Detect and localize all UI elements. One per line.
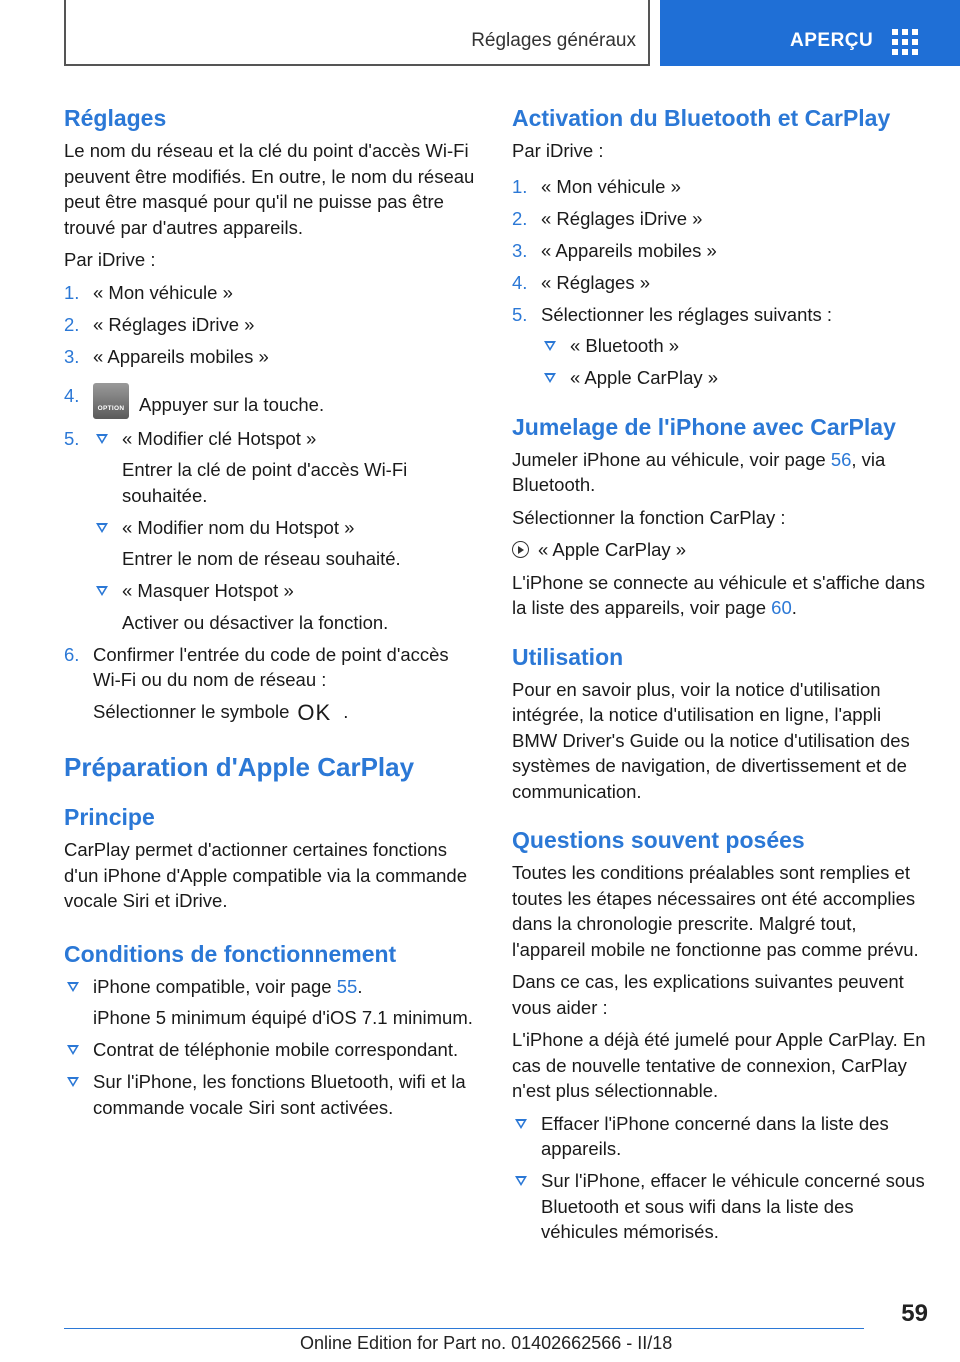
section-title-questions: Questions souvent posées (512, 827, 805, 853)
section-title-activation: Activation du Bluetooth et CarPlay (512, 105, 891, 131)
step-number: 1. (512, 175, 528, 197)
section-title-reglages: Réglages (64, 105, 167, 131)
paragraph-text: L'iPhone se connecte au véhicule et s'affiche dans la liste des appareils, voir page (512, 571, 925, 618)
step-number: 3. (512, 239, 528, 261)
paragraph: Toutes les conditions préalables sont remplies et toutes les étapes nécessaires ont été accomplies dans la chronologie prescrite. Malgré tout, l'appareil mobile ne fonctionne pas comme prévu. (512, 862, 919, 960)
bullet-text: iPhone compatible, voir page (93, 975, 332, 997)
step-number: 1. (64, 281, 80, 303)
bullet-item (93, 578, 476, 635)
paragraph: Sélectionner la fonction CarPlay : (512, 506, 786, 528)
bullet-text: Contrat de téléphonie mobile correspondant. (93, 1039, 459, 1060)
option-button-icon (93, 383, 129, 419)
step-number: 4. (512, 271, 528, 293)
paragraph-text: « Apple CarPlay » (538, 539, 687, 560)
play-icon (512, 541, 529, 558)
step-text: « Mon véhicule » (541, 175, 681, 197)
conditions-list (64, 974, 476, 1121)
chapter-heading: Préparation d'Apple CarPlay (64, 752, 415, 782)
triangle-bullet-icon (67, 982, 79, 992)
paragraph (512, 570, 928, 621)
list-item (64, 383, 476, 419)
list-item (512, 270, 928, 296)
triangle-bullet-icon (96, 434, 108, 444)
step-text: « Réglages » (541, 271, 651, 293)
step-number: 4. (64, 385, 80, 406)
bullet-subtext: Entrer le nom de réseau souhaité. (122, 548, 401, 569)
paragraph: Par iDrive : (64, 249, 156, 270)
page-link[interactable]: 56 (830, 448, 852, 470)
bullet-text: Sur l'iPhone, effacer le véhicule concerné sous Bluetooth et sous wifi dans la liste des véhicules mémorisés. (541, 1170, 925, 1242)
bullet-subtext: iPhone 5 minimum équipé d'iOS 7.1 minimum. (93, 1007, 473, 1028)
bullet-text: « Modifier clé Hotspot » (122, 427, 317, 449)
steps-list (512, 174, 928, 391)
paragraph-text: Jumeler iPhone au véhicule, voir page (512, 448, 826, 470)
step-subtext-a: Sélectionner le symbole (93, 700, 290, 722)
steps-list (64, 280, 476, 726)
step-text: « Mon véhicule » (93, 281, 233, 303)
ok-symbol-icon: OK (297, 699, 332, 725)
step-number: 6. (64, 643, 80, 665)
bullet-item (541, 365, 928, 391)
section-title-principe: Principe (64, 804, 155, 830)
option-label: OPTION (97, 405, 125, 412)
step-text: « Appareils mobiles » (541, 239, 717, 261)
questions-list (512, 1111, 928, 1245)
triangle-bullet-icon (67, 1077, 79, 1087)
paragraph (512, 537, 928, 563)
sub-bullets (541, 333, 928, 391)
step-number: 2. (512, 207, 528, 229)
right-column (512, 100, 928, 1251)
bullet-text: Sur l'iPhone, les fonctions Bluetooth, wifi et la commande vocale Siri sont activées. (93, 1071, 466, 1118)
paragraph: CarPlay permet d'actionner certaines fonctions d'un iPhone d'Apple compatible via la commande vocale Siri et iDrive. (64, 839, 468, 911)
list-item (64, 426, 476, 636)
bullet-item (93, 426, 476, 509)
paragraph (512, 447, 928, 498)
bullet-subtext: Activer ou désactiver la fonction. (122, 611, 389, 633)
bullet-item (512, 1111, 928, 1162)
page-header (64, 0, 960, 66)
step-text: « Réglages iDrive » (541, 207, 703, 229)
triangle-bullet-icon (544, 373, 556, 383)
step-subtext (93, 699, 476, 726)
list-item (64, 280, 476, 306)
triangle-bullet-icon (67, 1045, 79, 1055)
bullet-text: « Bluetooth » (570, 335, 680, 356)
step-text: « Appareils mobiles » (93, 345, 269, 367)
section-title-utilisation: Utilisation (512, 643, 624, 670)
bullet-text: « Apple CarPlay » (570, 367, 719, 388)
bullet-item (64, 974, 476, 1031)
list-item (512, 238, 928, 264)
bullet-text: Effacer l'iPhone concerné dans la liste des appareils. (541, 1112, 889, 1159)
paragraph: Pour en savoir plus, voir la notice d'utilisation intégrée, la notice d'utilisation en ligne, l'appli BMW Driver's Guide ou la notice d'utilisation des systèmes de navigation, de divertissement et de communication. (512, 678, 910, 802)
triangle-bullet-icon (515, 1119, 527, 1129)
step-number: 3. (64, 345, 80, 367)
page-link[interactable]: 55 (336, 975, 358, 997)
list-item (64, 642, 476, 726)
bullet-subtext: Entrer la clé de point d'accès Wi-Fi souhaitée. (122, 459, 408, 506)
edition-footer: Online Edition for Part no. 01402662566 - II/18 (300, 1333, 673, 1353)
list-item (512, 206, 928, 232)
step-subtext-b: . (343, 700, 349, 722)
triangle-bullet-icon (544, 341, 556, 351)
step-number: 5. (64, 427, 80, 449)
step-text: Appuyer sur la touche. (139, 394, 325, 415)
bullet-item (64, 1069, 476, 1120)
bullet-item (93, 515, 476, 572)
paragraph-text-end: , via Bluetooth. (512, 448, 886, 495)
triangle-bullet-icon (96, 523, 108, 533)
triangle-bullet-icon (515, 1176, 527, 1186)
overview-label[interactable]: APERÇU (790, 30, 874, 51)
list-item (64, 312, 476, 338)
overview-button[interactable] (660, 0, 960, 66)
bullet-item (512, 1168, 928, 1245)
paragraph: Par iDrive : (512, 140, 604, 161)
list-item (512, 174, 928, 200)
header-tab (64, 0, 650, 66)
bullet-item (64, 1037, 476, 1063)
step-number: 2. (64, 313, 80, 335)
section-title-jumelage: Jumelage de l'iPhone avec CarPlay (512, 413, 896, 440)
paragraph: Dans ce cas, les explications suivantes peuvent vous aider : (512, 971, 904, 1018)
step-text: « Réglages iDrive » (93, 313, 255, 335)
list-item (64, 344, 476, 370)
paragraph: Le nom du réseau et la clé du point d'accès Wi-Fi peuvent être modifiés. En outre, le nom du réseau peut être masqué pour qu'il ne puisse pas être trouvé par d'autres appareils. (64, 140, 475, 238)
chapter-title: Réglages généraux (471, 30, 636, 51)
step-number: 5. (512, 303, 528, 325)
step-text: Sélectionner les réglages suivants : (541, 303, 833, 325)
sub-bullets (93, 426, 476, 636)
triangle-bullet-icon (96, 586, 108, 596)
grid-icon[interactable] (892, 29, 918, 55)
paragraph: L'iPhone a déjà été jumelé pour Apple CarPlay. En cas de nouvelle tentative de connexion, CarPlay n'est plus sélectionnable. (512, 1029, 926, 1101)
footer-divider (64, 1328, 864, 1329)
bullet-text-end: . (357, 975, 363, 997)
step-text: Confirmer l'entrée du code de point d'accès Wi-Fi ou du nom de réseau : (93, 643, 449, 690)
section-title-conditions: Conditions de fonctionnement (64, 940, 397, 967)
page-number: 59 (901, 1300, 928, 1327)
page-link[interactable]: 60 (771, 597, 792, 618)
paragraph-text-end: . (791, 597, 797, 618)
bullet-text: « Masquer Hotspot » (122, 580, 294, 601)
left-column (64, 100, 476, 1127)
list-item (512, 302, 928, 391)
bullet-item (541, 333, 928, 359)
bullet-text: « Modifier nom du Hotspot » (122, 516, 355, 538)
